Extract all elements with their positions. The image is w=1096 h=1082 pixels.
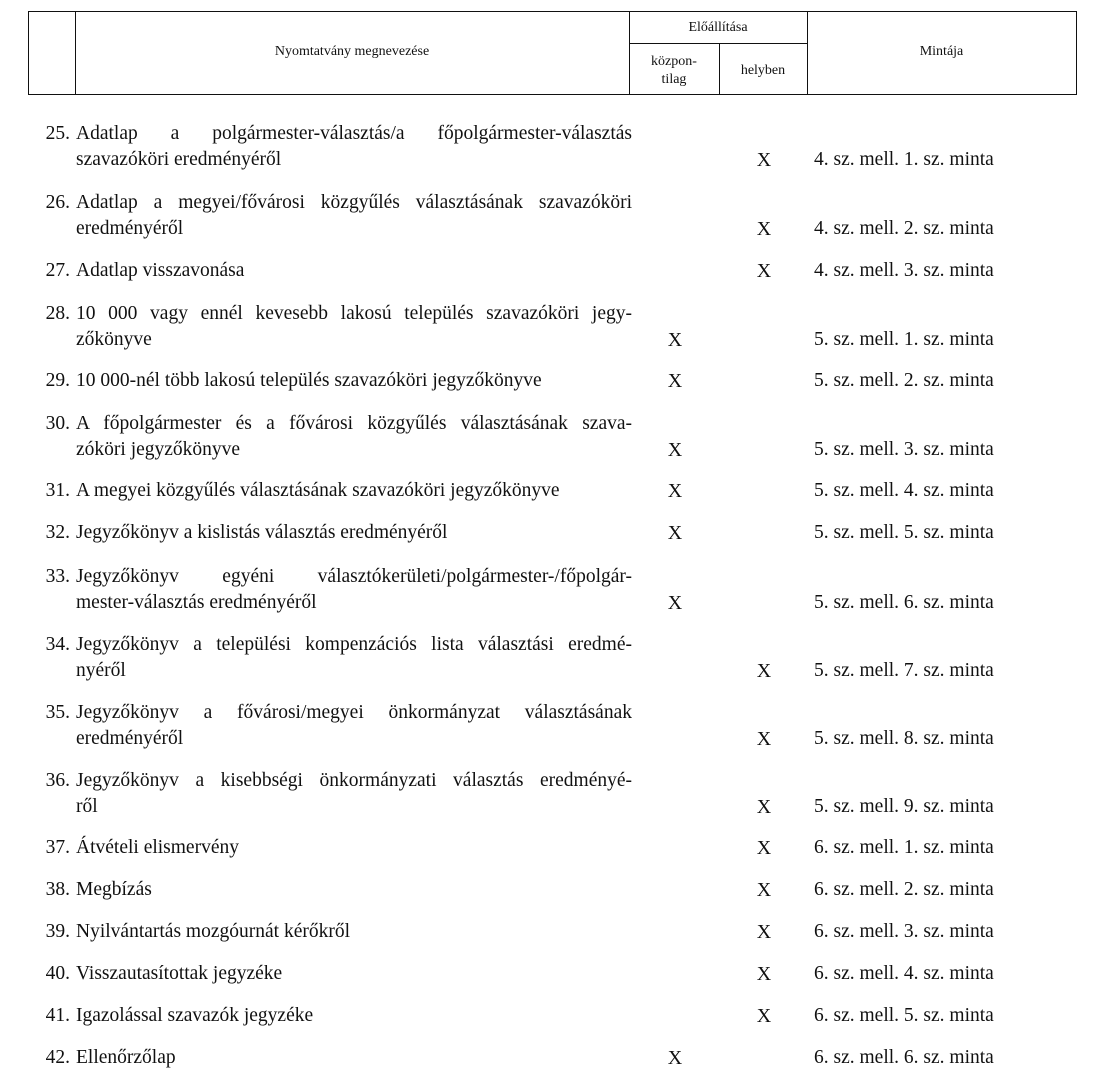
row-description-line1: Jegyzőkönyv egyéni választókerületi/polgármester-/főpolgár- — [76, 566, 632, 587]
central-production-mark: X — [667, 370, 683, 392]
row-description — [76, 835, 632, 861]
row-sample: 5. sz. mell. 6. sz. minta — [814, 592, 994, 613]
row-sample: 4. sz. mell. 1. sz. minta — [814, 149, 994, 170]
row-sample: 6. sz. mell. 6. sz. minta — [814, 1047, 994, 1068]
row-description — [76, 564, 632, 616]
row-description-line2: zóköri jegyzőkönyve — [76, 439, 241, 460]
row-description — [76, 411, 632, 463]
row-description-line1: Jegyzőkönyv a kislistás választás eredményéről — [76, 522, 448, 543]
central-production-mark: X — [667, 439, 683, 461]
row-sample: 5. sz. mell. 5. sz. minta — [814, 522, 994, 543]
row-description-line1: Jegyzőkönyv a települési kompenzációs lista választási eredmé- — [76, 634, 632, 655]
row-number: 30. — [45, 413, 70, 434]
row-description — [76, 478, 632, 504]
row-sample: 6. sz. mell. 3. sz. minta — [814, 921, 994, 942]
header-sample-column: Mintája — [919, 44, 964, 59]
row-description — [76, 301, 632, 353]
row-number: 39. — [45, 921, 70, 942]
row-number: 42. — [45, 1047, 70, 1068]
row-description — [76, 700, 632, 752]
row-description — [76, 919, 632, 945]
row-description — [76, 961, 632, 987]
central-production-mark: X — [667, 522, 683, 544]
row-description-line1: Adatlap a polgármester-választás/a főpolgármester-választás — [76, 123, 632, 144]
local-production-mark: X — [756, 218, 772, 240]
row-number: 32. — [45, 522, 70, 543]
header-production-group: Előállítása — [688, 20, 748, 35]
row-number: 36. — [45, 770, 70, 791]
row-number: 25. — [45, 123, 70, 144]
row-sample: 5. sz. mell. 7. sz. minta — [814, 660, 994, 681]
header-local-column: helyben — [740, 63, 786, 78]
row-description — [76, 877, 632, 903]
row-description — [76, 1003, 632, 1029]
row-description-line1: Átvételi elismervény — [76, 837, 239, 858]
row-description — [76, 121, 632, 173]
table-header — [28, 11, 1077, 95]
row-description-line2: zőkönyve — [76, 329, 152, 350]
row-description-line1: Nyilvántartás mozgóurnát kérőkről — [76, 921, 350, 942]
row-description-line1: Jegyzőkönyv a kisebbségi önkormányzati választás eredményé- — [76, 770, 632, 791]
row-description-line1: Adatlap a megyei/fővárosi közgyűlés választásának szavazóköri — [76, 192, 632, 213]
row-sample: 5. sz. mell. 2. sz. minta — [814, 370, 994, 391]
row-description — [76, 632, 632, 684]
row-number: 29. — [45, 370, 70, 391]
local-production-mark: X — [756, 1005, 772, 1027]
row-description-line2: eredményéről — [76, 728, 184, 749]
row-description-line1: 10 000-nél több lakosú település szavazóköri jegyzőkönyve — [76, 370, 542, 391]
row-number: 26. — [45, 192, 70, 213]
local-production-mark: X — [756, 921, 772, 943]
row-sample: 6. sz. mell. 5. sz. minta — [814, 1005, 994, 1026]
row-description-line1: A főpolgármester és a fővárosi közgyűlés választásának szava- — [76, 413, 632, 434]
row-sample: 5. sz. mell. 9. sz. minta — [814, 796, 994, 817]
row-description-line1: Igazolással szavazók jegyzéke — [76, 1005, 314, 1026]
row-number: 38. — [45, 879, 70, 900]
local-production-mark: X — [756, 963, 772, 985]
row-description — [76, 520, 632, 546]
header-central-column — [629, 53, 719, 89]
local-production-mark: X — [756, 149, 772, 171]
header-central-line2: tilag — [661, 72, 687, 87]
header-central-line1: közpon- — [651, 54, 697, 69]
row-sample: 4. sz. mell. 2. sz. minta — [814, 218, 994, 239]
row-number: 28. — [45, 303, 70, 324]
header-divider — [629, 43, 807, 44]
row-sample: 5. sz. mell. 1. sz. minta — [814, 329, 994, 350]
central-production-mark: X — [667, 480, 683, 502]
row-description-line2: ről — [76, 796, 98, 817]
row-description-line1: Jegyzőkönyv a fővárosi/megyei önkormányzat választásának — [76, 702, 632, 723]
row-number: 41. — [45, 1005, 70, 1026]
row-sample: 6. sz. mell. 1. sz. minta — [814, 837, 994, 858]
local-production-mark: X — [756, 660, 772, 682]
local-production-mark: X — [756, 837, 772, 859]
row-number: 35. — [45, 702, 70, 723]
row-number: 40. — [45, 963, 70, 984]
row-sample: 5. sz. mell. 3. sz. minta — [814, 439, 994, 460]
row-sample: 4. sz. mell. 3. sz. minta — [814, 260, 994, 281]
row-description-line1: Adatlap visszavonása — [76, 260, 245, 281]
central-production-mark: X — [667, 592, 683, 614]
local-production-mark: X — [756, 260, 772, 282]
row-description-line1: A megyei közgyűlés választásának szavazóköri jegyzőkönyve — [76, 480, 560, 501]
row-number: 37. — [45, 837, 70, 858]
row-description-line1: Ellenőrzőlap — [76, 1047, 176, 1068]
row-sample: 5. sz. mell. 4. sz. minta — [814, 480, 994, 501]
row-sample: 6. sz. mell. 2. sz. minta — [814, 879, 994, 900]
row-description-line2: nyéről — [76, 660, 126, 681]
row-number: 31. — [45, 480, 70, 501]
row-description-line1: 10 000 vagy ennél kevesebb lakosú település szavazóköri jegy- — [76, 303, 632, 324]
row-description-line1: Megbízás — [76, 879, 152, 900]
row-sample: 6. sz. mell. 4. sz. minta — [814, 963, 994, 984]
row-description-line2: szavazóköri eredményéről — [76, 149, 282, 170]
row-number: 33. — [45, 566, 70, 587]
row-description — [76, 1045, 632, 1071]
row-description — [76, 190, 632, 242]
row-number: 34. — [45, 634, 70, 655]
row-description-line1: Visszautasítottak jegyzéke — [76, 963, 283, 984]
local-production-mark: X — [756, 879, 772, 901]
central-production-mark: X — [667, 1047, 683, 1069]
row-number: 27. — [45, 260, 70, 281]
row-description-line2: eredményéről — [76, 218, 184, 239]
row-sample: 5. sz. mell. 8. sz. minta — [814, 728, 994, 749]
local-production-mark: X — [756, 796, 772, 818]
central-production-mark: X — [667, 329, 683, 351]
header-name-column: Nyomtatvány megnevezése — [274, 44, 430, 59]
local-production-mark: X — [756, 728, 772, 750]
row-description-line2: mester-választás eredményéről — [76, 592, 317, 613]
row-description — [76, 368, 632, 394]
row-description — [76, 258, 632, 284]
row-description — [76, 768, 632, 820]
